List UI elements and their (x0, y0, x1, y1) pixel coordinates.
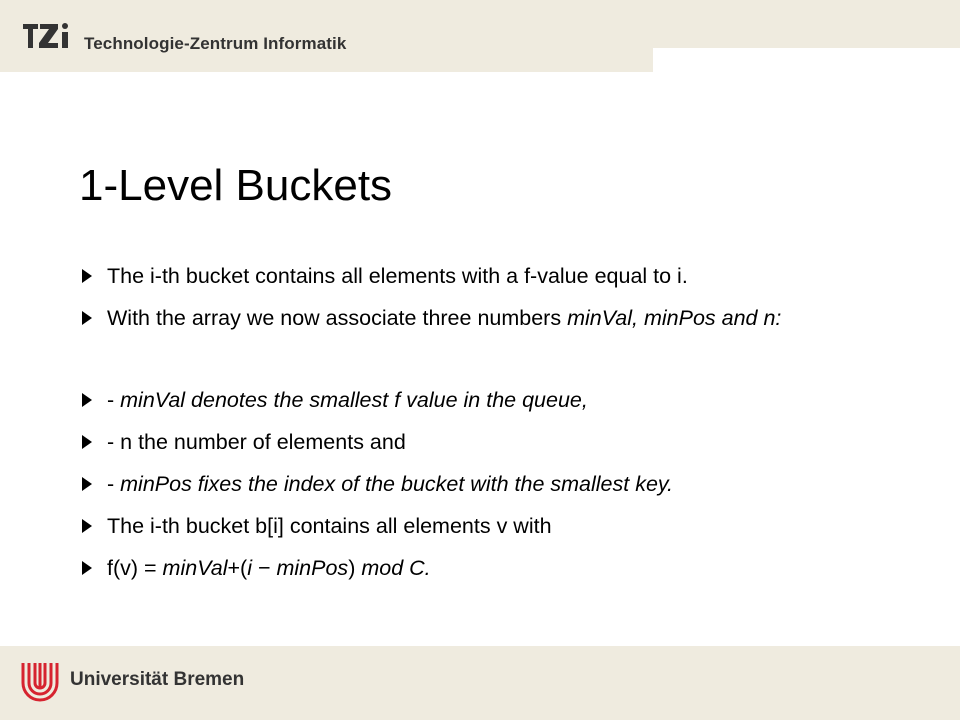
bullet-text: minPos (276, 556, 349, 580)
bullet-text: +( (227, 556, 248, 580)
bullet-item (80, 304, 927, 332)
bullet-item (80, 554, 927, 582)
bullet-text: minPos and n: (643, 306, 782, 330)
bullet-item (80, 386, 927, 414)
bullet-item (80, 470, 927, 498)
bullet-text: f(v) = (107, 556, 163, 580)
bullet-text: minPos fixes the index of the bucket with the smallest key. (120, 472, 674, 496)
bullet-text: minVal denotes the smallest f value in the queue, (120, 388, 588, 412)
institute-name: Technologie-Zentrum Informatik (84, 34, 347, 53)
bullet-item (80, 512, 927, 540)
bullet-item (80, 262, 927, 290)
bullet-text: − (251, 556, 277, 580)
triangle-right-icon (80, 518, 94, 534)
university-name: Universität Bremen (70, 669, 245, 690)
bullet-text: i (247, 556, 252, 580)
bullet-text: The i-th bucket b[i] contains all elements v with (107, 514, 552, 538)
triangle-right-icon (80, 310, 94, 326)
triangle-right-icon (80, 560, 94, 576)
bullet-text: ) (348, 556, 362, 580)
triangle-right-icon (80, 392, 94, 408)
bullet-item (80, 428, 927, 456)
triangle-right-icon (80, 434, 94, 450)
university-bremen-logo-icon (20, 659, 60, 703)
slide-title: 1-Level Buckets (79, 161, 393, 210)
bullet-text: - (107, 388, 121, 412)
bullet-text: With the array we now associate three numbers (107, 306, 568, 330)
bullet-text: The i-th bucket contains all elements with a f-value equal to i. (107, 264, 688, 288)
triangle-right-icon (80, 268, 94, 284)
triangle-right-icon (80, 476, 94, 492)
tzi-logo-icon (22, 22, 74, 50)
bullet-text: - n the number of elements and (107, 430, 406, 454)
bullet-text: minVal, (567, 306, 638, 330)
bullet-text: minVal (162, 556, 228, 580)
bullet-text: mod C. (361, 556, 431, 580)
bullet-text: - (107, 472, 121, 496)
